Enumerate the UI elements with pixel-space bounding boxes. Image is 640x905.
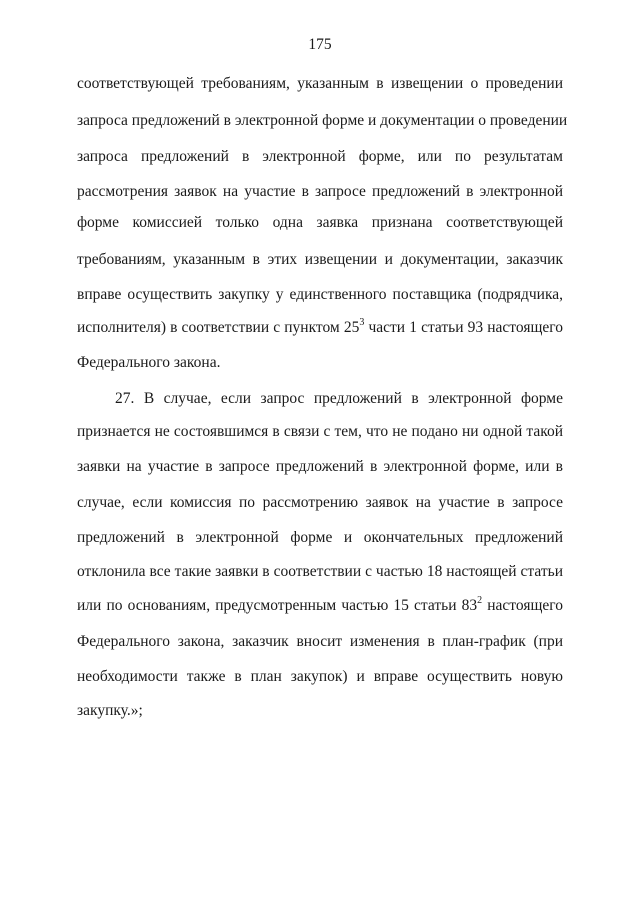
text-line: случае, если комиссия по рассмотрению заявок на участие в запросе	[77, 494, 563, 511]
text-line: вправе осуществить закупку у единственного поставщика (подрядчика,	[77, 286, 563, 303]
text-line: необходимости также в план закупок) и вправе осуществить новую	[77, 668, 563, 685]
text-line: закупку.»;	[77, 702, 143, 719]
text-fragment: или по основаниям, предусмотренным частью 15 статьи 83	[77, 597, 478, 614]
text-fragment: части 1 статьи 93 настоящего	[364, 319, 563, 336]
text-line: рассмотрения заявок на участие в запросе предложений в электронной	[77, 183, 563, 200]
text-line	[77, 596, 563, 616]
text-line: запроса предложений в электронной форме и документации о проведении	[77, 112, 568, 129]
text-line: 27. В случае, если запрос предложений в электронной форме	[115, 390, 563, 407]
text-line: соответствующей требованиям, указанным в извещении о проведении	[77, 75, 563, 92]
text-line	[77, 318, 563, 338]
page-number: 175	[308, 36, 332, 53]
text-line: заявки на участие в запросе предложений в электронной форме, или в	[77, 458, 563, 475]
text-fragment: настоящего	[482, 597, 563, 614]
superscript: 3	[359, 316, 365, 328]
text-line: Федерального закона.	[77, 354, 221, 371]
text-line: признается не состоявшимся в связи с тем, что не подано ни одной такой	[77, 423, 563, 440]
text-line: требованиям, указанным в этих извещении и документации, заказчик	[77, 251, 563, 268]
superscript: 2	[477, 594, 483, 606]
text-line: отклонила все такие заявки в соответствии с частью 18 настоящей статьи	[77, 563, 563, 580]
text-line: Федерального закона, заказчик вносит изменения в план-график (при	[77, 633, 563, 650]
text-line: запроса предложений в электронной форме, или по результатам	[77, 148, 563, 165]
text-line: форме комиссией только одна заявка признана соответствующей	[77, 214, 563, 231]
text-fragment: исполнителя) в соответствии с пунктом 25	[77, 319, 360, 336]
text-line: предложений в электронной форме и окончательных предложений	[77, 529, 563, 546]
